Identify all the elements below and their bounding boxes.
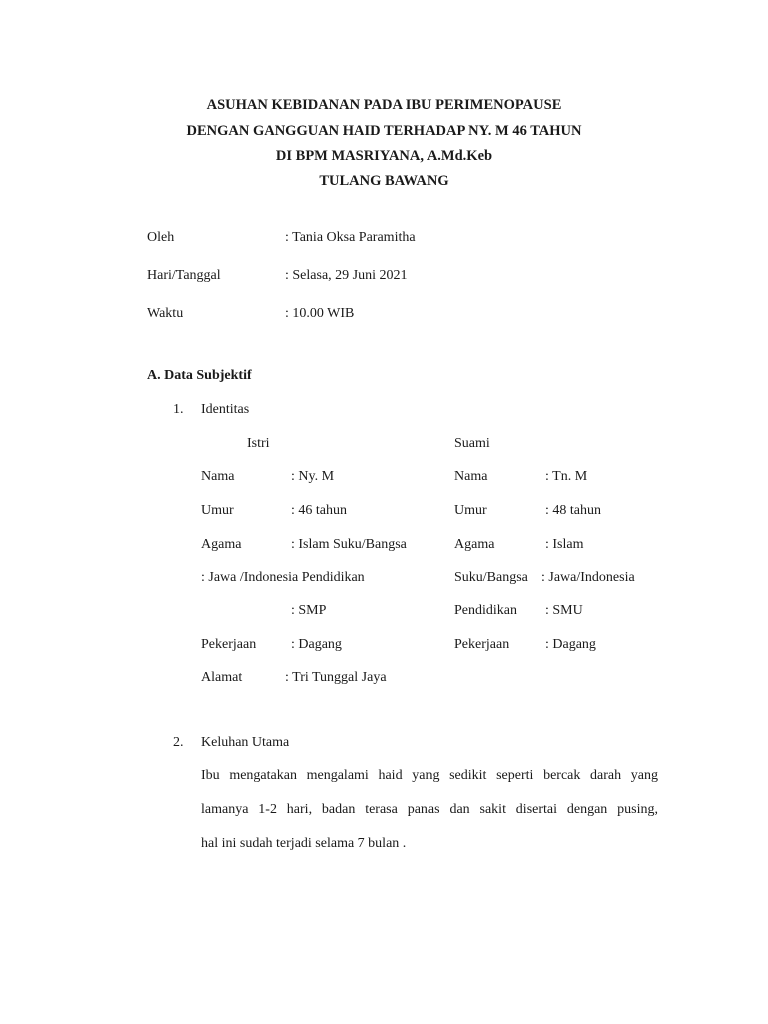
title-line-2: DENGAN GANGGUAN HAID TERHADAP NY. M 46 TAHUN (186, 123, 582, 139)
suami-value: : Jawa/Indonesia (541, 570, 635, 585)
suami-value: : Tn. M (545, 469, 588, 484)
istri-value: : SMP (291, 603, 327, 618)
istri-label: Alamat (201, 670, 243, 685)
meta-label-waktu: Waktu (147, 306, 184, 321)
istri-value: : 46 tahun (291, 503, 347, 518)
istri-value: : Ny. M (291, 469, 335, 484)
section-heading: A. Data Subjektif (147, 368, 252, 383)
istri-value: : Tri Tunggal Jaya (285, 670, 387, 685)
item-number: 1. (173, 402, 184, 417)
item-number: 2. (173, 735, 184, 750)
suami-value: : Dagang (545, 637, 596, 652)
meta-value-waktu: : 10.00 WIB (285, 306, 355, 321)
title-line-3: DI BPM MASRIYANA, A.Md.Keb (275, 148, 493, 164)
istri-label: Pekerjaan (201, 637, 257, 652)
istri-value: : Dagang (291, 637, 342, 652)
istri-header: Istri (247, 436, 270, 451)
meta-label-tanggal: Hari/Tanggal (147, 268, 221, 283)
suami-label: Pendidikan (454, 603, 517, 618)
istri-label: Nama (201, 469, 235, 484)
suami-label: Nama (454, 469, 488, 484)
item-label: Keluhan Utama (201, 735, 290, 750)
suami-value: : 48 tahun (545, 503, 601, 518)
paragraph-line: Ibu mengatakan mengalami haid yang sedikit seperti bercak darah yang (201, 768, 658, 783)
istri-label: Umur (201, 503, 234, 518)
istri-label: Agama (201, 537, 242, 552)
meta-label-oleh: Oleh (147, 230, 175, 245)
suami-label: Suku/Bangsa (454, 570, 528, 585)
suami-value: : SMU (545, 603, 583, 618)
suami-label: Agama (454, 537, 495, 552)
suami-value: : Islam (545, 537, 584, 552)
title-line-4: TULANG BAWANG (319, 173, 449, 189)
istri-value: : Islam Suku/Bangsa (291, 537, 407, 552)
suami-label: Pekerjaan (454, 637, 510, 652)
meta-value-tanggal: : Selasa, 29 Juni 2021 (285, 268, 408, 283)
title-line-1: ASUHAN KEBIDANAN PADA IBU PERIMENOPAUSE (206, 97, 562, 113)
suami-header: Suami (454, 436, 490, 451)
suami-label: Umur (454, 503, 487, 518)
istri-value: : Jawa /Indonesia Pendidikan (201, 570, 365, 585)
meta-value-oleh: : Tania Oksa Paramitha (285, 230, 416, 245)
paragraph-line: lamanya 1-2 hari, badan terasa panas dan sakit disertai dengan pusing, (201, 802, 658, 817)
paragraph-line: hal ini sudah terjadi selama 7 bulan . (201, 836, 407, 851)
item-label: Identitas (201, 402, 250, 417)
